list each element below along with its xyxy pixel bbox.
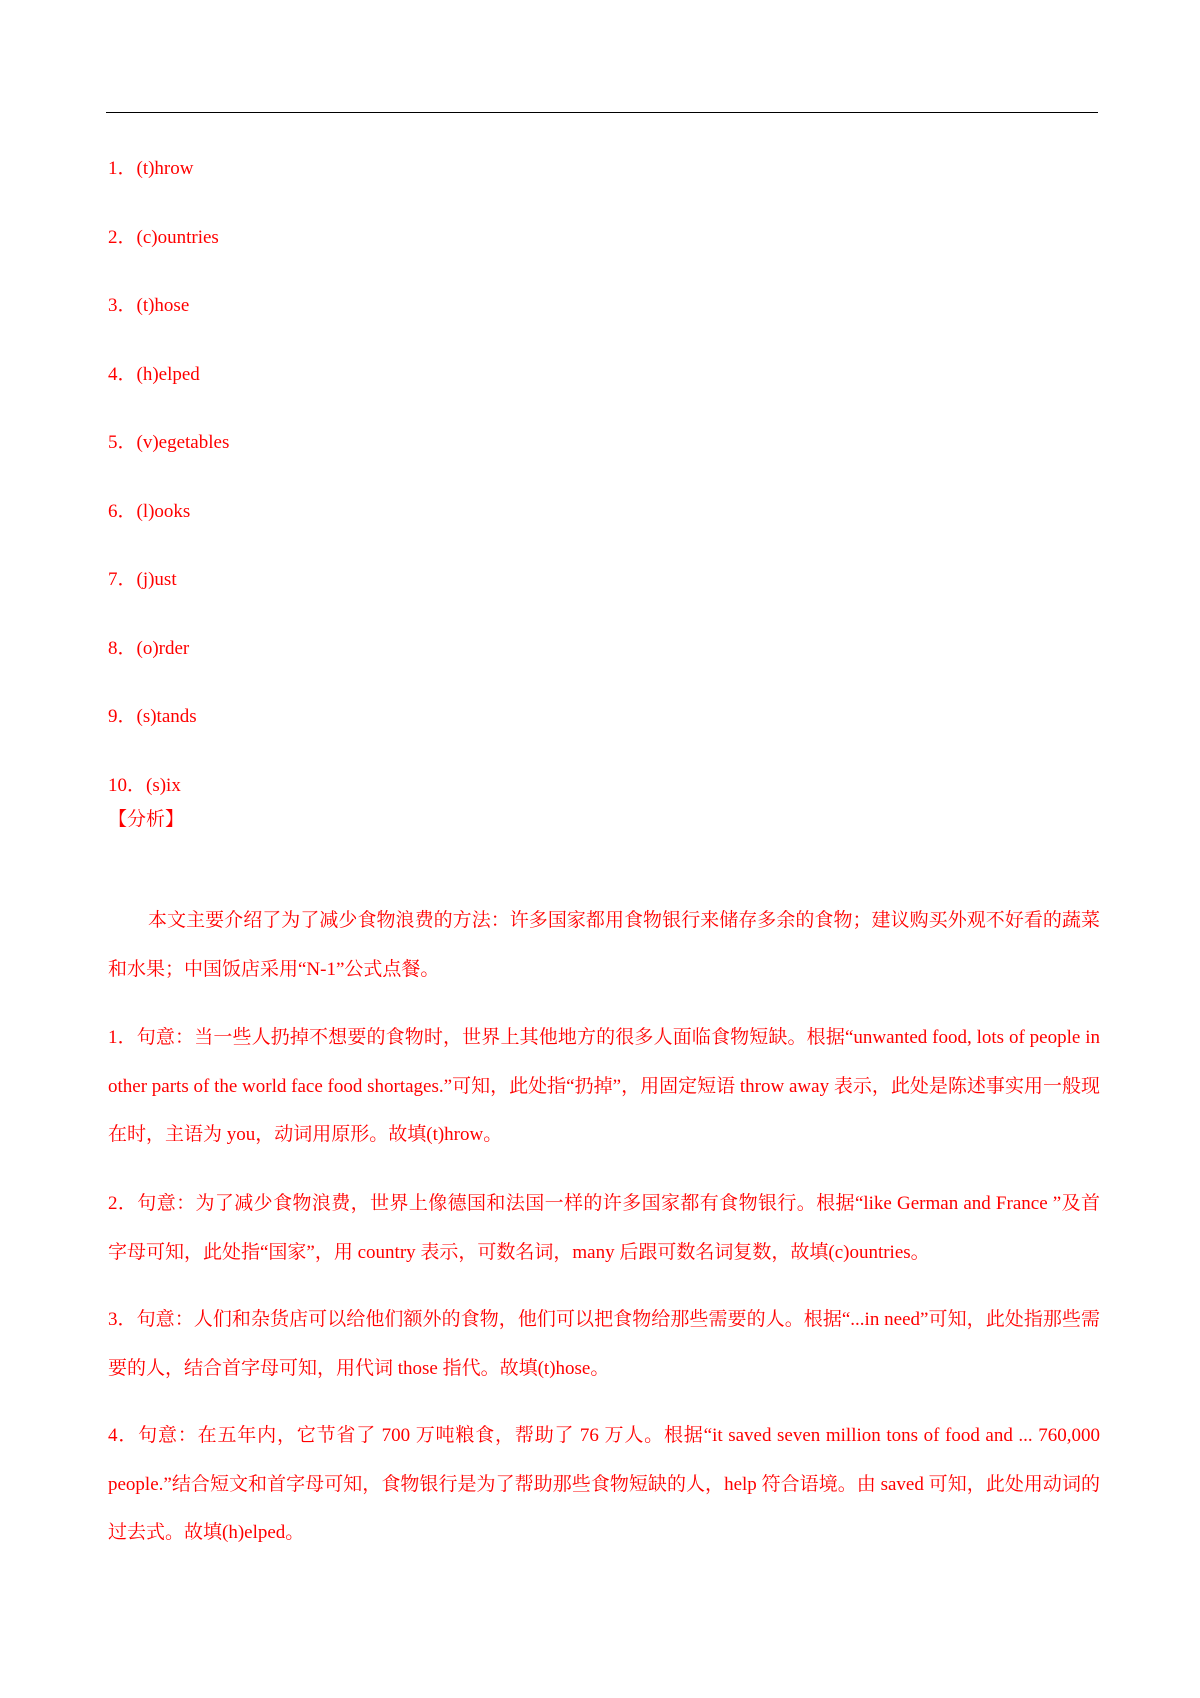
explanation-1: 1．句意：当一些人扔掉不想要的食物时，世界上其他地方的很多人面临食物短缺。根据“unwanted food, lots of people in other parts of the world face food shortages.”可知，此处指“扔掉”，用固定短语 throw away 表示，此处是陈述事实用一般现在时，主语为 you，动词用原形。故填(t)hrow。 [108,1027,1100,1145]
header-rule [106,112,1098,113]
answer-item-1: 1．(t)hrow [108,158,194,179]
analysis-heading: 【分析】 [108,809,185,830]
answer-item-2: 2．(c)ountries [108,227,219,248]
explanation-2: 2．句意：为了减少食物浪费，世界上像德国和法国一样的许多国家都有食物银行。根据“like German and France ”及首字母可知，此处指“国家”，用 country 表示，可数名词，many 后跟可数名词复数，故填(c)ountries。 [108,1193,1100,1263]
explanation-4: 4．句意：在五年内，它节省了 700 万吨粮食，帮助了 76 万人。根据“it saved seven million tons of food and ... 760,000 people.”结合短文和首字母可知，食物银行是为了帮助那些食物短缺的人，help 符合语境。由 saved 可知，此处用动词的过去式。故填(h)elped。 [108,1425,1100,1543]
answer-item-10: 10．(s)ix [108,775,181,796]
answer-item-3: 3．(t)hose [108,295,190,316]
answer-item-5: 5．(v)egetables [108,432,230,453]
answer-item-9: 9．(s)tands [108,706,197,727]
summary-paragraph: 本文主要介绍了为了减少食物浪费的方法：许多国家都用食物银行来储存多余的食物；建议购买外观不好看的蔬菜和水果；中国饭店采用“N-1”公式点餐。 [108,910,1100,980]
answer-item-7: 7．(j)ust [108,569,177,590]
answer-item-4: 4．(h)elped [108,364,200,385]
answer-item-8: 8．(o)rder [108,638,190,659]
answer-item-6: 6．(l)ooks [108,501,191,522]
explanation-3: 3．句意：人们和杂货店可以给他们额外的食物，他们可以把食物给那些需要的人。根据“...in need”可知，此处指那些需要的人，结合首字母可知，用代词 those 指代。故填(t)hose。 [108,1309,1100,1379]
